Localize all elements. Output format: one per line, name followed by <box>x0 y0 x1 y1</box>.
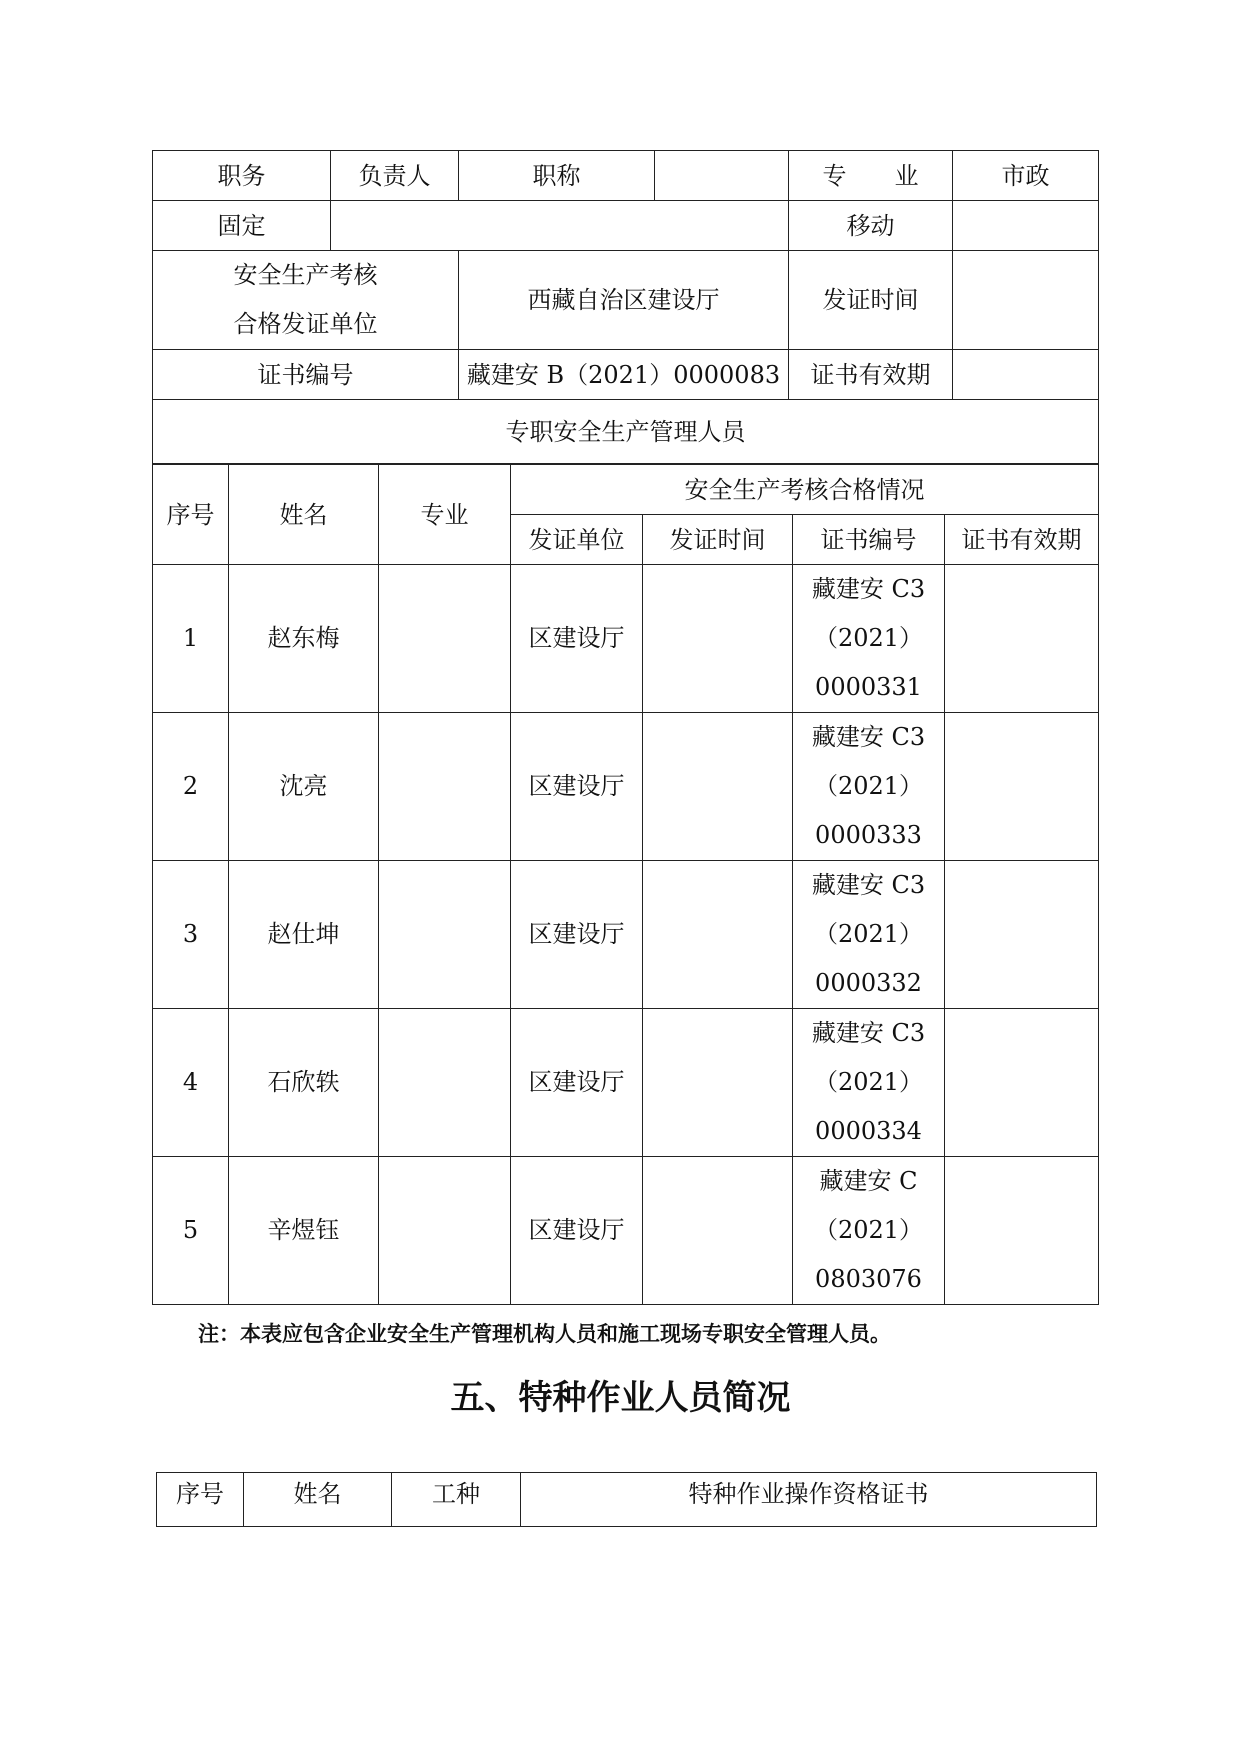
table-row <box>153 1157 1099 1305</box>
section-heading: 五、特种作业人员简况 <box>450 1378 791 1418</box>
row-no: 5 <box>153 1157 229 1305</box>
row-issue-date <box>643 565 793 713</box>
issue-date-value <box>953 251 1099 350</box>
major-label: 专 业 <box>789 151 953 201</box>
row-name: 赵东梅 <box>229 565 379 713</box>
header-major: 专业 <box>379 465 511 565</box>
mobile-phone-label: 移动 <box>789 201 953 251</box>
cert-line: （2021） <box>813 624 924 652</box>
row-no: 1 <box>153 565 229 713</box>
position-label: 职务 <box>153 151 331 201</box>
header-group: 安全生产考核合格情况 <box>511 465 1099 515</box>
row-validity <box>945 1009 1099 1157</box>
row-major <box>379 1157 511 1305</box>
cert-line: 0803076 <box>815 1265 922 1293</box>
special-header-trade: 工种 <box>392 1473 521 1527</box>
validity-value <box>953 350 1099 400</box>
position-value: 负责人 <box>331 151 459 201</box>
cert-line: （2021） <box>813 772 924 800</box>
row-issuer: 区建设厅 <box>511 861 643 1009</box>
header-validity: 证书有效期 <box>945 515 1099 565</box>
safety-staff-table <box>152 464 1099 1305</box>
row-issuer: 区建设厅 <box>511 1009 643 1157</box>
row-issuer: 区建设厅 <box>511 713 643 861</box>
issue-date-label: 发证时间 <box>789 251 953 350</box>
row-cert-no <box>793 713 945 861</box>
row-validity <box>945 565 1099 713</box>
row-no: 2 <box>153 713 229 861</box>
cert-line: 藏建安 C3 <box>811 723 926 751</box>
major-value: 市政 <box>953 151 1099 201</box>
title-label: 职称 <box>459 151 655 201</box>
row-major <box>379 861 511 1009</box>
issuer-label <box>153 251 459 350</box>
row-validity <box>945 713 1099 861</box>
cert-line: 0000331 <box>815 673 922 701</box>
row-major <box>379 1009 511 1157</box>
cert-line: 藏建安 C3 <box>811 1019 926 1047</box>
table-row <box>153 565 1099 713</box>
row-major <box>379 713 511 861</box>
row-cert-no <box>793 1009 945 1157</box>
row-validity <box>945 1157 1099 1305</box>
cert-no-label: 证书编号 <box>153 350 459 400</box>
section-title: 专职安全生产管理人员 <box>153 400 1099 464</box>
row-issuer: 区建设厅 <box>511 1157 643 1305</box>
row-name: 石欣轶 <box>229 1009 379 1157</box>
title-value <box>655 151 789 201</box>
row-name: 沈亮 <box>229 713 379 861</box>
cert-line: （2021） <box>813 920 924 948</box>
row-cert-no <box>793 861 945 1009</box>
cert-no-value: 藏建安 B（2021）0000083 <box>459 350 789 400</box>
special-operations-table <box>156 1472 1097 1527</box>
table-note: 注：本表应包含企业安全生产管理机构人员和施工现场专职安全管理人员。 <box>198 1322 891 1346</box>
issuer-label-line1: 安全生产考核 <box>233 261 378 289</box>
cert-line: 藏建安 C3 <box>811 871 926 899</box>
table-row <box>153 713 1099 861</box>
header-no: 序号 <box>153 465 229 565</box>
row-name: 辛煜钰 <box>229 1157 379 1305</box>
header-name: 姓名 <box>229 465 379 565</box>
manager-info-table <box>152 150 1099 464</box>
issuer-value: 西藏自治区建设厅 <box>459 251 789 350</box>
cert-line: （2021） <box>813 1216 924 1244</box>
table-row <box>153 1009 1099 1157</box>
cert-line: 藏建安 C <box>819 1167 918 1195</box>
row-issue-date <box>643 1009 793 1157</box>
row-no: 3 <box>153 861 229 1009</box>
validity-label: 证书有效期 <box>789 350 953 400</box>
special-header-no: 序号 <box>157 1473 244 1527</box>
cert-line: 0000334 <box>815 1117 922 1145</box>
row-issue-date <box>643 1157 793 1305</box>
row-issuer: 区建设厅 <box>511 565 643 713</box>
mobile-phone-value <box>953 201 1099 251</box>
cert-line: 0000333 <box>815 821 922 849</box>
header-issuer: 发证单位 <box>511 515 643 565</box>
row-issue-date <box>643 861 793 1009</box>
fixed-phone-label: 固定 <box>153 201 331 251</box>
row-major <box>379 565 511 713</box>
cert-line: （2021） <box>813 1068 924 1096</box>
header-issue-date: 发证时间 <box>643 515 793 565</box>
row-no: 4 <box>153 1009 229 1157</box>
row-validity <box>945 861 1099 1009</box>
issuer-label-line2: 合格发证单位 <box>233 310 378 338</box>
cert-line: 藏建安 C3 <box>811 575 926 603</box>
row-issue-date <box>643 713 793 861</box>
row-cert-no <box>793 565 945 713</box>
table-row <box>153 861 1099 1009</box>
cert-line: 0000332 <box>815 969 922 997</box>
row-cert-no <box>793 1157 945 1305</box>
header-cert-no: 证书编号 <box>793 515 945 565</box>
fixed-phone-value <box>331 201 789 251</box>
special-header-certificate: 特种作业操作资格证书 <box>521 1473 1097 1527</box>
row-name: 赵仕坤 <box>229 861 379 1009</box>
special-header-name: 姓名 <box>244 1473 392 1527</box>
